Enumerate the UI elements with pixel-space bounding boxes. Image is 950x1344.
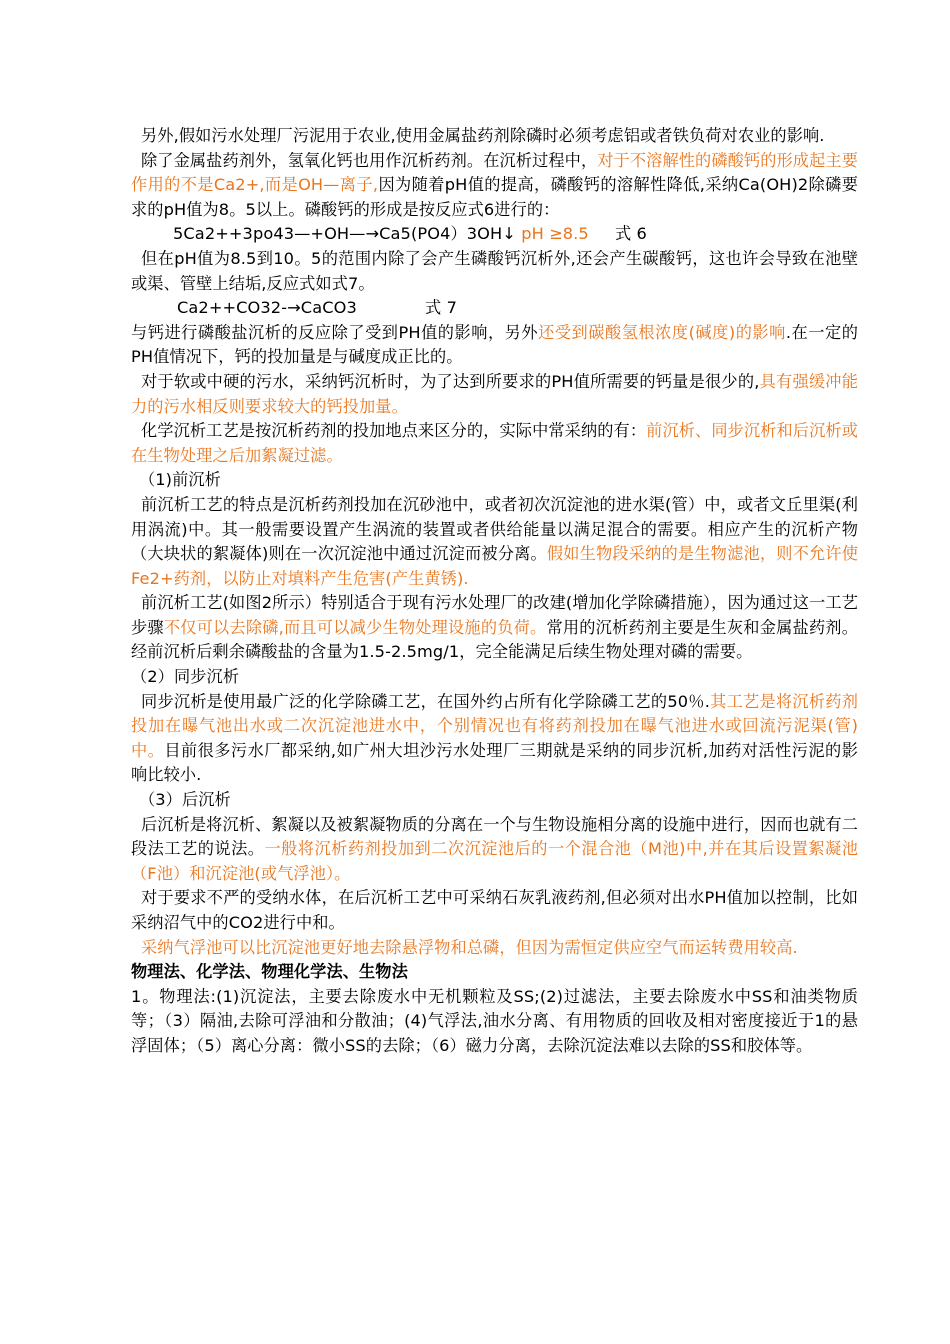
text-run: （1)前沉析 (139, 470, 221, 490)
text-run: 前沉析工艺的特点是沉析药剂投加在沉砂池中，或者初次沉淀池的进水渠(管）中，或者文丘里渠(利用涡流)中。其一般需要设置产生涡流的装置或者供给能量以满足混合的需要。相应产生的沉析产物（大块状的絮凝体)则在一次沉淀池中通过沉淀而被分离。 (131, 494, 858, 564)
paragraph (131, 149, 858, 223)
text-run: 后沉析是将沉析、絮凝以及被絮凝物质的分离在一个与生物设施相分离的设施中进行，因而也就有二段法工艺的说法。 (131, 814, 858, 859)
text-run: 但在pH值为8.5到10。5的范围内除了会产生磷酸钙沉析外,还会产生碳酸钙，这也许会导致在池壁或渠、管壁上结垢,反应式如式7。 (131, 248, 858, 293)
text-run: 对于要求不严的受纳水体，在后沉析工艺中可采纳石灰乳液药剂,但必须对出水PH值加以控制，比如采纳沼气中的CO2进行中和。 (131, 888, 858, 932)
highlighted-text: pH ≥8.5 (521, 224, 589, 244)
text-run: 对于软或中硬的污水，采纳钙沉析时，为了达到所要求的PH值所需要的钙量是很少的, (141, 371, 760, 391)
highlighted-text: 不仅可以去除磷,而且可以减少生物处理设施的负荷。 (163, 617, 547, 637)
highlighted-text: 采纳气浮池可以比沉淀池更好地去除悬浮物和总磷，但因为需恒定供应空气而运转费用较高. (141, 937, 798, 957)
text-run: Ca2++CO32-→CaCO3 式 7 (177, 298, 457, 318)
highlighted-text: 对于不溶解性的磷酸钙的形成起主要作用的不是Ca2+,而是OH—离子, (131, 150, 858, 195)
paragraph (131, 591, 858, 665)
text-run: 同步沉析是使用最广泛的化学除磷工艺，在国外约占所有化学除磷工艺的50％. (141, 691, 710, 711)
paragraph (131, 813, 858, 887)
text-run: 与钙进行磷酸盐沉析的反应除了受到PH值的影响，另外 (131, 322, 539, 342)
highlighted-text: 假如生物段采纳的是生物滤池，则不允许使Fe2+药剂，以防止对填料产生危害(产生黄锈). (131, 544, 858, 588)
text-run: 前沉析工艺(如图2所示）特别适合于现有污水处理厂的改建(增加化学除磷措施），因为通过这一工艺步骤 (131, 593, 858, 637)
text-run: （3）后沉析 (139, 790, 231, 810)
paragraph (131, 985, 858, 1059)
paragraph (131, 936, 858, 961)
paragraph (131, 886, 858, 935)
text-run: 因为随着pH值的提高，磷酸钙的溶解性降低,采纳Ca(OH)2除磷要求的pH值为8。5以上。磷酸钙的形成是按反应式6进行的： (131, 175, 858, 219)
paragraph (131, 419, 858, 468)
text-run: 常用的沉析药剂主要是生灰和金属盐药剂。经前沉析后剩余磷酸盐的含量为1.5-2.5mg/1，完全能满足后续生物处理对磷的需要。 (131, 617, 858, 662)
paragraph (131, 493, 858, 591)
highlighted-text: 还受到碳酸氢根浓度(碱度)的影响 (538, 322, 786, 342)
text-run: 除了金属盐药剂外，氢氧化钙也用作沉析药剂。在沉析过程中， (141, 150, 598, 170)
highlighted-text: 前沉析、同步沉析和后沉析或在生物处理之后加絮凝过滤。 (131, 421, 858, 465)
section-heading (131, 960, 858, 985)
paragraph (131, 690, 858, 788)
text-run: 化学沉析工艺是按沉析药剂的投加地点来区分的，实际中常采纳的有： (141, 421, 647, 441)
formula-line (131, 222, 858, 247)
text-run: 5Ca2++3po43—+OH—→Ca5(PO4）3OH↓ (173, 224, 522, 244)
text-run: 式 6 (588, 224, 647, 244)
paragraph (131, 370, 858, 419)
paragraph (131, 788, 858, 813)
highlighted-text: 具有强缓冲能力的污水相反则要求较大的钙投加量。 (131, 371, 858, 416)
text-run: 目前很多污水厂都采纳,如广州大坦沙污水处理厂三期就是采纳的同步沉析,加药对活性污泥的影响比较小. (131, 740, 858, 785)
text-run: 另外,假如污水处理厂污泥用于农业,使用金属盐药剂除磷时必须考虑铝或者铁负荷对农业的影响. (141, 126, 825, 145)
paragraph (131, 247, 858, 296)
highlighted-text: 其工艺是将沉析药剂投加在曝气池出水或二次沉淀池进水中，个别情况也有将药剂投加在曝气池进水或回流污泥渠(管)中。 (131, 691, 858, 760)
text-run: 物理法、化学法、物理化学法、生物法 (131, 962, 408, 982)
text-run: .在一定的PH值情况下，钙的投加量是与碱度成正比的。 (131, 322, 858, 367)
highlighted-text: 一般将沉析药剂投加到二次沉淀池后的一个混合池（M池)中,并在其后设置絮凝池（F池）和沉淀池(或气浮池）。 (131, 839, 858, 883)
text-run: 1。物理法:(1)沉淀法，主要去除废水中无机颗粒及SS;(2)过滤法，主要去除废水中SS和油类物质等；（3）隔油,去除可浮油和分散油；(4)气浮法,油水分离、有用物质的回收及相对密度接近于1的悬浮固体；（5）离心分离：微小SS的去除；（6）磁力分离，去除沉淀法难以去除的SS和胶体等。 (131, 986, 858, 1055)
paragraph (131, 468, 858, 493)
formula-line (131, 296, 858, 321)
text-run: （2）同步沉析 (131, 667, 240, 687)
document-body (131, 124, 858, 1059)
paragraph (131, 321, 858, 370)
paragraph (131, 124, 858, 149)
paragraph (131, 665, 858, 690)
